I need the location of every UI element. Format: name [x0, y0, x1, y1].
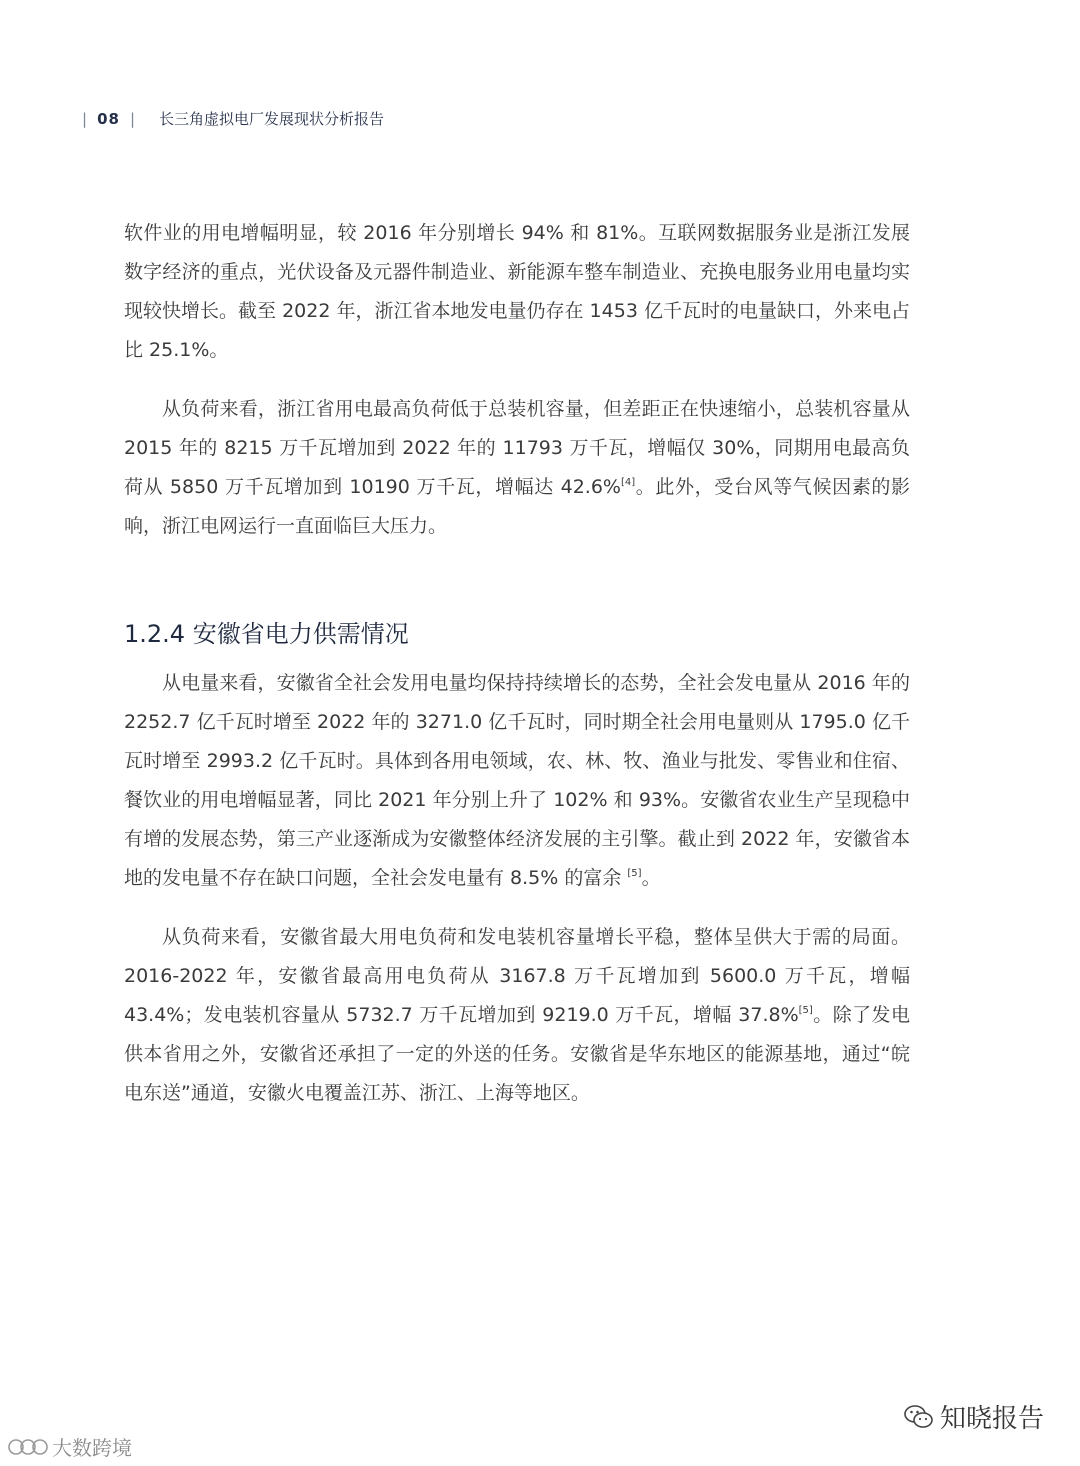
paragraph-zhejiang-load — [124, 390, 910, 546]
paragraph-text: 。除了发电供本省用之外，安徽省还承担了一定的外送的任务。安徽省是华东地区的能源基地，通过“皖电东送”通道，安徽火电覆盖江苏、浙江、上海等地区。 — [124, 1004, 910, 1104]
header-divider: | — [129, 109, 135, 128]
page-number: 08 — [97, 109, 120, 128]
section-heading: 1.2.4 安徽省电力供需情况 — [124, 620, 409, 648]
paragraph-text: 从负荷来看，安徽省最大用电负荷和发电装机容量增长平稳，整体呈供大于需的局面。2016-2022 年，安徽省最高用电负荷从 3167.8 万千瓦增加到 5600.0 万千瓦，增幅 43.4%；发电装机容量从 5732.7 万千瓦增加到 9219.0 万千瓦，增幅 37.8% — [124, 926, 910, 1026]
watermark-text: 大数跨境 — [52, 1436, 132, 1460]
document-title: 长三角虚拟电厂发展现状分析报告 — [159, 110, 385, 128]
paragraph-text: 从负荷来看，浙江省用电最高负荷低于总装机容量，但差距正在快速缩小，总装机容量从 2015 年的 8215 万千瓦增加到 2022 年的 11793 万千瓦，增幅仅 30%，同期用电最高负荷从 5850 万千瓦增加到 10190 万千瓦，增幅达 42.6% — [124, 398, 910, 498]
paragraph-text: 从电量来看，安徽省全社会发用电量均保持持续增长的态势，全社会发电量从 2016 年的 2252.7 亿千瓦时增至 2022 年的 3271.0 亿千瓦时，同时期全社会用电量则从 1795.0 亿千瓦时增至 2993.2 亿千瓦时。具体到各用电领域，农、林、牧、渔业与批发、零售业和住宿、餐饮业的用电增幅显著，同比 2021 年分别上升了 102% 和 93%。安徽省农业生产呈现稳中有增的发展态势，第三产业逐渐成为安徽整体经济发展的主引擎。截止到 2022 年，安徽省本地的发电量不存在缺口问题，全社会发电量有 8.5% 的富余 — [124, 672, 910, 889]
citation-ref: [5] — [798, 1005, 813, 1016]
watermark-zhixiao — [904, 1398, 1044, 1435]
paragraph-anhui-consumption — [124, 664, 910, 898]
logo-icon — [8, 1436, 48, 1458]
paragraph-text: 。此外，受台风等气候因素的影响，浙江电网运行一直面临巨大压力。 — [124, 476, 910, 537]
watermark-dashu — [8, 1432, 132, 1461]
header-divider: | — [82, 109, 88, 128]
citation-ref: [4] — [620, 477, 636, 488]
paragraph-text: 。 — [641, 867, 661, 889]
paragraph-anhui-load — [124, 918, 910, 1113]
wechat-icon — [904, 1404, 934, 1430]
watermark-text: 知晓报告 — [939, 1404, 1044, 1434]
paragraph-zhejiang-consumption: 软件业的用电增幅明显，较 2016 年分别增长 94% 和 81%。互联网数据服务业是浙江发展数字经济的重点，光伏设备及元器件制造业、新能源车整车制造业、充换电服务业用电量均实现较快增长。截至 2022 年，浙江省本地发电量仍存在 1453 亿千瓦时的电量缺口，外来电占比 25.1%。 — [124, 222, 910, 361]
page-header — [82, 108, 384, 129]
citation-ref: [5] — [627, 868, 642, 879]
